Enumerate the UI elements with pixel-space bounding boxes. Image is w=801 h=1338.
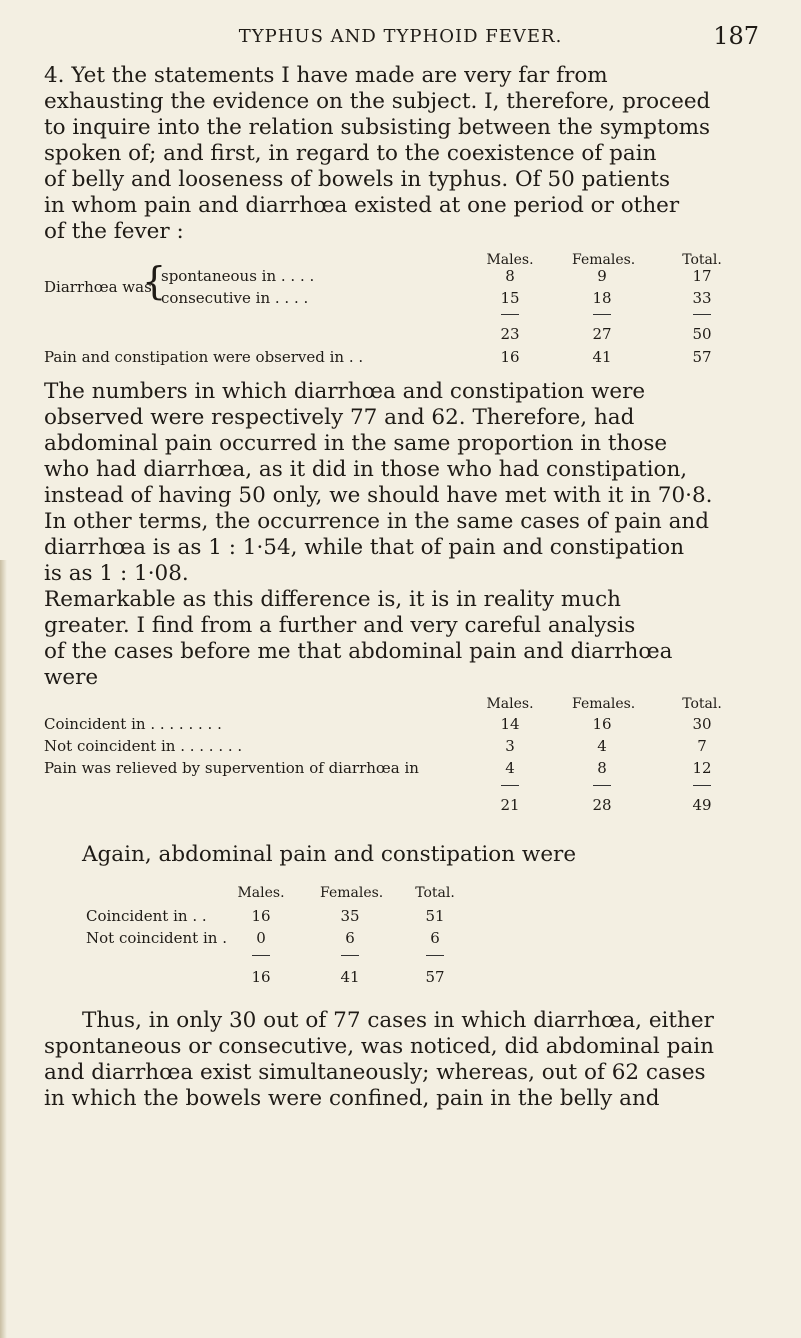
- text-line: is as 1 : 1·08.: [44, 561, 189, 586]
- cell-value: 0: [256, 929, 266, 947]
- table-pain-diarrhoea: [44, 696, 764, 826]
- cell-value: 4: [505, 759, 515, 777]
- text-line: were: [44, 665, 99, 690]
- column-header-total: Total.: [682, 252, 722, 268]
- column-header-males: Males.: [486, 252, 534, 268]
- cell-value: 18: [592, 289, 612, 307]
- table-pain-constipation: [44, 885, 764, 1005]
- text-line: of the fever :: [44, 219, 184, 244]
- text-line: greater. I find from a further and very careful analysis: [44, 613, 636, 638]
- text-line: 4. Yet the statements I have made are very far from: [44, 63, 608, 88]
- row-label: Pain was relieved by supervention of diarrhœa in: [44, 759, 419, 777]
- cell-value: 12: [692, 759, 712, 777]
- sum-rule: [593, 314, 611, 315]
- total-value: 28: [592, 796, 612, 814]
- cell-value: 33: [692, 289, 712, 307]
- row-label: Not coincident in . . . . . . .: [44, 737, 243, 755]
- brace-glyph: {: [142, 259, 167, 303]
- column-header-males: Males.: [237, 885, 285, 901]
- row-label: Pain and constipation were observed in . .: [44, 348, 364, 366]
- sum-rule: [693, 314, 711, 315]
- page-number: 187: [713, 22, 759, 50]
- cell-value: 6: [345, 929, 355, 947]
- cell-value: 17: [692, 267, 712, 285]
- row-label: Coincident in . . . . . . . .: [44, 715, 222, 733]
- total-value: 57: [425, 968, 445, 986]
- row-lead-label: Diarrhœa was: [44, 278, 152, 296]
- text-line: The numbers in which diarrhœa and constipation were: [44, 379, 646, 404]
- cell-value: 7: [697, 737, 707, 755]
- text-line: to inquire into the relation subsisting between the symptoms: [44, 115, 711, 140]
- column-header-total: Total.: [415, 885, 455, 901]
- cell-value: 9: [597, 267, 607, 285]
- page-binding-shadow: [0, 560, 7, 1338]
- text-line: spoken of; and first, in regard to the coexistence of pain: [44, 141, 657, 166]
- text-line: of the cases before me that abdominal pain and diarrhœa: [44, 639, 673, 664]
- total-value: 49: [692, 796, 712, 814]
- text-line: spontaneous or consecutive, was noticed, did abdominal pain: [44, 1034, 714, 1059]
- row-label: consecutive in . . . .: [161, 289, 309, 307]
- cell-value: 15: [500, 289, 520, 307]
- total-value: 41: [340, 968, 360, 986]
- text-line: observed were respectively 77 and 62. Therefore, had: [44, 405, 635, 430]
- cell-value: 14: [500, 715, 520, 733]
- text-line: Again, abdominal pain and constipation were: [82, 842, 577, 867]
- cell-value: 30: [692, 715, 712, 733]
- text-line: Remarkable as this difference is, it is in reality much: [44, 587, 621, 612]
- column-header-total: Total.: [682, 696, 722, 712]
- cell-value: 16: [592, 715, 612, 733]
- sum-rule: [501, 785, 519, 786]
- cell-value: 57: [692, 348, 712, 366]
- cell-value: 16: [251, 907, 271, 925]
- paragraph-proportions: [44, 379, 759, 587]
- sum-rule: [252, 955, 270, 956]
- sum-rule: [426, 955, 444, 956]
- total-value: 21: [500, 796, 520, 814]
- column-header-females: Females.: [320, 885, 384, 901]
- text-line: In other terms, the occurrence in the same cases of pain and: [44, 509, 709, 534]
- column-header-females: Females.: [572, 252, 636, 268]
- column-header-females: Females.: [572, 696, 636, 712]
- subtotal-value: 23: [500, 325, 520, 343]
- cell-value: 51: [425, 907, 445, 925]
- sum-rule: [341, 955, 359, 956]
- cell-value: 8: [597, 759, 607, 777]
- text-line: exhausting the evidence on the subject. I, therefore, proceed: [44, 89, 711, 114]
- text-line: abdominal pain occurred in the same proportion in those: [44, 431, 668, 456]
- cell-value: 35: [340, 907, 360, 925]
- cell-value: 3: [505, 737, 515, 755]
- text-line: in which the bowels were confined, pain in the belly and: [44, 1086, 660, 1111]
- running-title: TYPHUS AND TYPHOID FEVER.: [238, 26, 563, 47]
- cell-value: 8: [505, 267, 515, 285]
- column-header-males: Males.: [486, 696, 534, 712]
- text-line: of belly and looseness of bowels in typhus. Of 50 patients: [44, 167, 670, 192]
- text-line: in whom pain and diarrhœa existed at one period or other: [44, 193, 680, 218]
- sum-rule: [693, 785, 711, 786]
- sum-rule: [501, 314, 519, 315]
- total-value: 16: [251, 968, 271, 986]
- text-line: Thus, in only 30 out of 77 cases in which diarrhœa, either: [82, 1008, 714, 1033]
- text-line: instead of having 50 only, we should have met with it in 70·8.: [44, 483, 713, 508]
- table-diarrhoea-pain: [44, 252, 764, 392]
- text-line: and diarrhœa exist simultaneously; whereas, out of 62 cases: [44, 1060, 706, 1085]
- subtotal-value: 50: [692, 325, 712, 343]
- row-label: Coincident in . .: [86, 907, 207, 925]
- paragraph-intro: [44, 63, 759, 245]
- subtotal-value: 27: [592, 325, 612, 343]
- cell-value: 6: [430, 929, 440, 947]
- page-header: [0, 22, 801, 52]
- sum-rule: [593, 785, 611, 786]
- paragraph-analysis: [44, 587, 759, 691]
- text-line: diarrhœa is as 1 : 1·54, while that of pain and constipation: [44, 535, 685, 560]
- text-line: who had diarrhœa, as it did in those who had constipation,: [44, 457, 688, 482]
- cell-value: 41: [592, 348, 612, 366]
- row-label: spontaneous in . . . .: [161, 267, 315, 285]
- paragraph-conclusion: [44, 1008, 759, 1112]
- cell-value: 16: [500, 348, 520, 366]
- cell-value: 4: [597, 737, 607, 755]
- row-label: Not coincident in .: [86, 929, 227, 947]
- paragraph-constipation: [82, 842, 762, 868]
